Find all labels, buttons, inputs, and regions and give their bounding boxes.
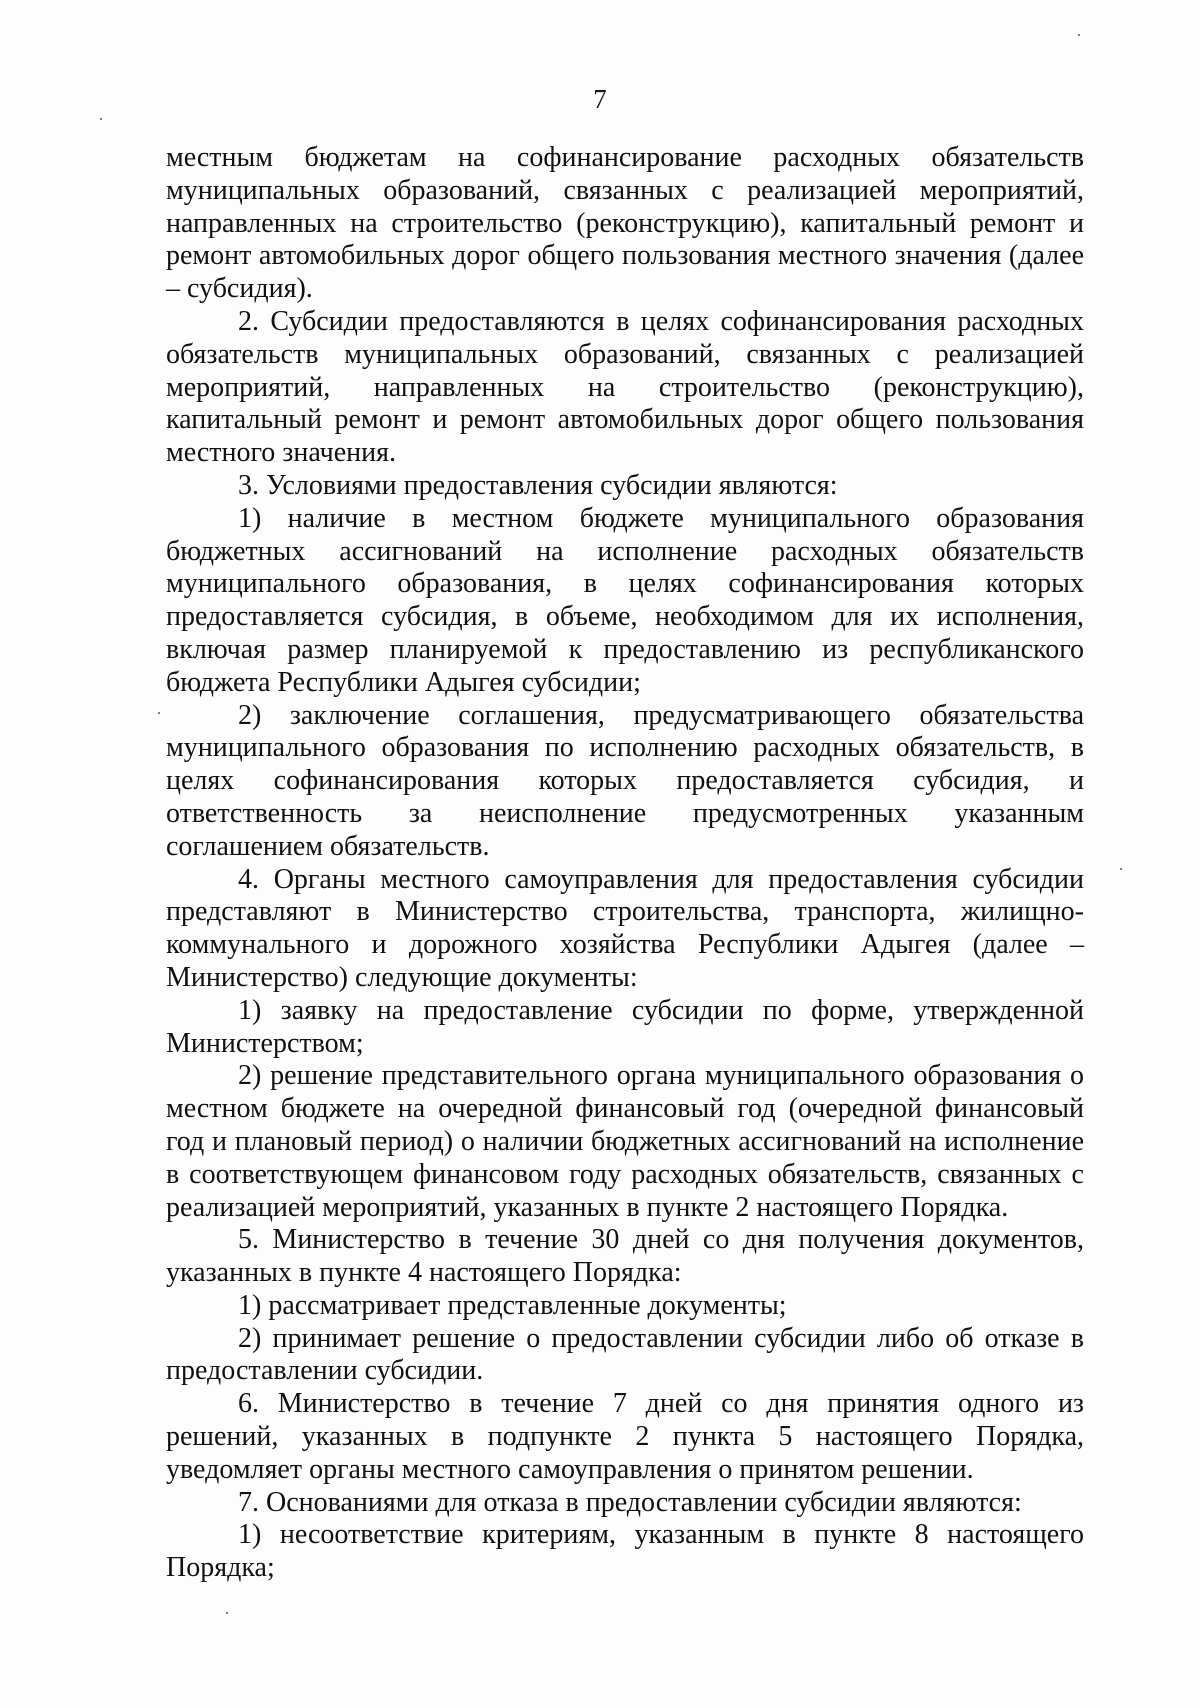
paragraph-12: 6. Министерство в течение 7 дней со дня принятия одного из решений, указанных в подпункте 2 пункта 5 настоящего Порядка, уведомляет органы местного самоуправления о принятом решении. [166,1388,1084,1485]
paragraph-9: 5. Министерство в течение 30 дней со дня получения документов, указанных в пункте 4 настоящего Порядка: [166,1224,1084,1289]
paragraph-6: 4. Органы местного самоуправления для предоставления субсидии представляют в Министерство строительства, транспорта, жилищно-коммунального и дорожного хозяйства Республики Адыгея (далее – Министерство) следующие документы: [166,863,1084,993]
paragraph-14: 1) несоответствие критериям, указанным в пункте 8 настоящего Порядка; [166,1519,1084,1584]
paragraph-13: 7. Основаниями для отказа в предоставлении субсидии являются: [238,1486,1022,1518]
paragraph-3: 3. Условиями предоставления субсидии являются: [238,469,838,501]
paragraph-10: 1) рассматривает представленные документы; [238,1289,787,1321]
paragraph-7: 1) заявку на предоставление субсидии по форме, утвержденной Министерством; [166,994,1084,1059]
paragraph-5: 2) заключение соглашения, предусматривающего обязательства муниципального образования по исполнению расходных обязательств, в целях софинансирования которых предоставляется субсидия, и ответственность за неисполнение предусмотренных указанным соглашением обязательств. [166,699,1084,862]
paragraph-2: 2. Субсидии предоставляются в целях софинансирования расходных обязательств муниципальных образований, связанных с реализацией мероприятий, направленных на строительство (реконструкцию), капитальный ремонт и ремонт автомобильных дорог общего пользования местного значения. [166,305,1084,469]
paragraph-4: 1) наличие в местном бюджете муниципального образования бюджетных ассигнований на исполнение расходных обязательств муниципального образования, в целях софинансирования которых предоставляется субсидия, в объеме, необходимом для их исполнения, включая размер планируемой к предоставлению из республиканского бюджета Республики Адыгея субсидии; [166,502,1084,698]
paragraph-1: местным бюджетам на софинансирование расходных обязательств муниципальных образований, связанных с реализацией мероприятий, направленных на строительство (реконструкцию), капитальный ремонт и ремонт автомобильных дорог общего пользования местного значения (далее – субсидия). [166,142,1084,305]
paragraph-8: 2) решение представительного органа муниципального образования о местном бюджете на очередной финансовый год (очередной финансовый год и плановый период) о наличии бюджетных ассигнований на исполнение в соответствующем финансовом году расходных обязательств, связанных с реализацией мероприятий, указанных в пункте 2 настоящего Порядка. [166,1060,1084,1223]
paragraph-11: 2) принимает решение о предоставлении субсидии либо об отказе в предоставлении субсидии. [166,1322,1084,1387]
scan-speck [1120,868,1122,870]
scan-speck [100,118,102,120]
scan-speck [226,1612,228,1614]
scan-speck [1078,34,1080,36]
document-body [166,142,1084,1585]
page-number: 7 [593,84,607,114]
scan-speck [158,712,160,714]
